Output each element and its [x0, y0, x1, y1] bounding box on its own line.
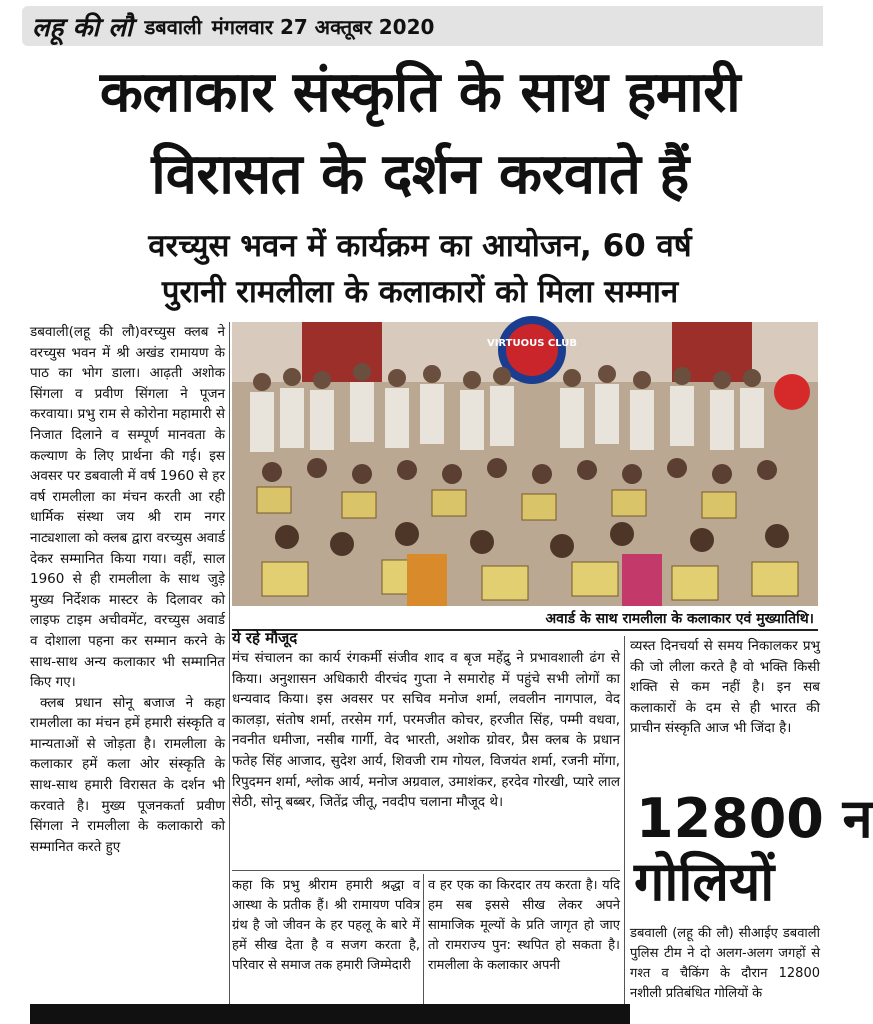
middle-paragraph: मंच संचालन का कार्य रंगकर्मी संजीव शाद व बृज महेंद्रु ने प्रभावशाली ढंग से किया। अनुशासन अधिकारी वीरचंद गुप्ता ने समारोह में पहुंचे सभी लोगों का धन्यवाद किया। इस अवसर पर सचिव मनोज शर्मा, लवलीन नागपाल, वेद कालड़ा, संतोष शर्मा, तरसेम गर्ग, परमजीत कोचर, हरजीत सिंह, पम्मी वधवा, नवनीत धमीजा, नसीब गार्गी, वेद भारती, अशोक ग्रोवर, प्रैस क्लब के प्रधान फतेह सिंह आजाद, सुदेश आर्य, शिवजी राम गोयल, विजयंत शर्मा, रजनी मोंगा, रिपुदमन शर्मा, श्लोक आर्य, मनोज अग्रवाल, उमाशंकर, हरदेव गोरखी, प्यारे लाल सेठी, सोनू बब्बर, जितेंद्र जीतू, नवदीप चलाना मौजूद थे।	[232, 650, 620, 811]
group-photo-illustration	[232, 322, 818, 606]
side-story-headline-number: 12800 न	[636, 787, 873, 850]
left-paragraph-1: डबवाली(लहू की लौ)वरच्युस क्लब ने वरच्युस भवन में श्री अखंड रामायण के पाठ का भोग डाला। आढ़ती अशोक सिंगला व प्रवीण सिंगला ने पूजन करवाया। प्रभु राम से कोरोना महामारी से निजात दिलाने व सम्पूर्ण मानवता के कल्याण के लिए प्रार्थना की गई। इस अवसर पर डबवाली में वर्ष 1960 से हर वर्ष रामलीला का मंचन करती आ रही धार्मिक संस्था जय श्री राम नगर नाट्यशाला को क्लब द्वारा वरच्युस अवार्ड देकर सम्मानित किया गया। वहीं, साल 1960 से ही रामलीला के साथ जुड़े मुख्य निर्देशक मास्टर के दिलावर को लाइफ टाइम अचीवमेंट, वरच्युस अवार्ड व दोशाला पहना कर सम्मान करने के साथ-साथ अन्य कलाकार भी सम्मानित किए गए।	[30, 324, 225, 691]
column-divider	[229, 322, 230, 1024]
lower-middle-column-1	[232, 876, 420, 1024]
lower-middle-paragraph-1: कहा कि प्रभु श्रीराम हमारी श्रद्धा व आस्था के प्रतीक हैं। श्री रामायण पवित्र ग्रंथ है जो जीवन के हर पहलू के बारे में हमें सीख देता है व सजग करता है, परिवार से समाज तक हमारी जिम्मेदारी	[232, 878, 420, 973]
club-banner-text: VIRTUOUS CLUB	[486, 338, 578, 349]
right-column	[630, 636, 820, 786]
next-headline-fragment	[30, 1004, 630, 1024]
section-rule	[232, 870, 620, 871]
headline-line-2: विरासत के दर्शन करवाते हैं	[151, 142, 689, 207]
photo-caption: अवार्ड के साथ रामलीला के कलाकार एवं मुख्यातिथि।	[545, 611, 814, 627]
subheadline-line-1: वरच्युस भवन में कार्यक्रम का आयोजन, 60 वर्ष	[148, 228, 692, 264]
side-story-column	[630, 924, 820, 1024]
lower-middle-paragraph-2: व हर एक का किरदार तय करता है। यदि हम सब इससे सीख लेकर अपने सामाजिक मूल्यों के प्रति जागृत हो जाए तो रामराज्य पुन: स्थपित हो सकता है। रामलीला के कलाकार अपनी	[428, 878, 620, 973]
lower-middle-column-2	[428, 876, 620, 1024]
side-story-paragraph: डबवाली (लहू की लौ) सीआईए डबवाली पुलिस टीम ने दो अलग-अलग जगहों से गश्त व चैकिंग के दौरान 12800 नशीली प्रतिबंधित गोलियों के	[630, 926, 820, 1001]
event-photo	[232, 322, 818, 606]
column-divider	[624, 636, 625, 1024]
left-column	[30, 322, 225, 1024]
side-story-headline-word: गोलियों	[634, 850, 775, 913]
masthead	[22, 6, 823, 46]
right-paragraph: व्यस्त दिनचर्या से समय निकालकर प्रभु की जो लीला करते है वो भक्ति किसी शक्ति से कम नहीं है। इन सब कलाकारों के दम से ही भारत की प्राचीन संस्कृति आज भी जिंदा है।	[630, 638, 820, 737]
edition-label: डबवाली	[144, 14, 202, 39]
column-divider	[423, 874, 424, 1024]
subheadline-line-2: पुरानी रामलीला के कलाकारों को मिला सम्मान	[161, 274, 679, 310]
left-paragraph-2: क्लब प्रधान सोनू बजाज ने कहा रामलीला का मंचन हमें हमारी संस्कृति व मान्यताओं से जोड़ता है। रामलीला के कलाकार हमें कला ओर संस्कृति के साथ-साथ हमारी विरासत के दर्शन भी करवाते है। मुख्य पूजनकर्ता प्रवीण सिंगला ने रामलीला के कलाकारो को सम्मानित करते हुए	[30, 694, 225, 855]
issue-date: मंगलवार 27 अक्तूबर 2020	[211, 14, 435, 39]
middle-column	[232, 648, 620, 868]
section-subtitle: ये रहे मौजूद	[232, 629, 298, 647]
newspaper-brand: लहू की लौ	[32, 13, 133, 43]
headline-line-1: कलाकार संस्कृति के साथ हमारी	[99, 60, 741, 125]
